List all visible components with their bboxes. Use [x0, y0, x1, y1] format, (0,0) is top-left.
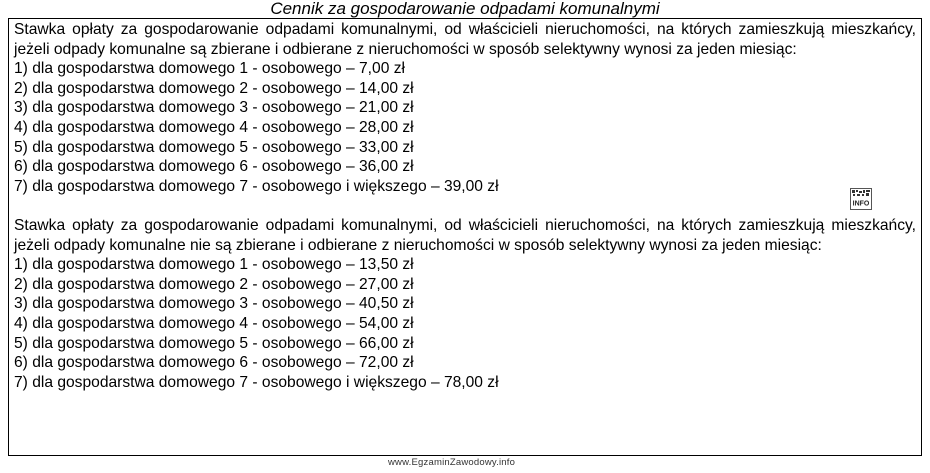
non-selective-rates-list: [14, 255, 916, 392]
price-list-box: [8, 18, 922, 456]
list-item: 4) dla gospodarstwa domowego 4 - osobowego – 54,00 zł: [14, 314, 414, 332]
list-item: 3) dla gospodarstwa domowego 3 - osobowego – 21,00 zł: [14, 99, 414, 117]
list-item: 1) dla gospodarstwa domowego 1 - osobowego – 7,00 zł: [14, 60, 405, 78]
list-item: 6) dla gospodarstwa domowego 6 - osobowego – 36,00 zł: [14, 158, 414, 176]
list-item: 3) dla gospodarstwa domowego 3 - osobowego – 40,50 zł: [14, 295, 414, 313]
section-spacer: [14, 196, 916, 216]
list-item: 7) dla gospodarstwa domowego 7 - osobowego i większego – 39,00 zł: [14, 177, 499, 195]
list-item: 1) dla gospodarstwa domowego 1 - osobowego – 13,50 zł: [14, 256, 414, 274]
list-item: 5) dla gospodarstwa domowego 5 - osobowego – 66,00 zł: [14, 334, 414, 352]
footer-source: www.EgzaminZawodowy.info: [388, 457, 516, 468]
list-item: 7) dla gospodarstwa domowego 7 - osobowego i większego – 78,00 zł: [14, 373, 499, 391]
selective-intro: Stawka opłaty za gospodarowanie odpadami komunalnymi, od właścicieli nieruchomości, na których zamieszkują mieszkańcy, jeżeli odpady komunalne są zbierane i odbierane z nieruchomości w sposób selektywny wynosi za jeden miesiąc:: [14, 21, 916, 58]
non-selective-intro: Stawka opłaty za gospodarowanie odpadami komunalnymi, od właścicieli nieruchomości, na których zamieszkują mieszkańcy, jeżeli odpady komunalne nie są zbierane i odbierane z nieruchomości w sposób selektywny wynosi za jeden miesiąc:: [14, 216, 916, 254]
list-item: 2) dla gospodarstwa domowego 2 - osobowego – 14,00 zł: [14, 79, 414, 97]
info-icon-label: INFO: [852, 200, 870, 208]
selective-rates-list: [14, 59, 916, 196]
info-icon: [850, 188, 872, 210]
list-item: 4) dla gospodarstwa domowego 4 - osobowego – 28,00 zł: [14, 118, 414, 136]
list-item: 6) dla gospodarstwa domowego 6 - osobowego – 72,00 zł: [14, 354, 414, 372]
page-title: Cennik za gospodarowanie odpadami komunalnymi: [270, 0, 660, 18]
list-item: 2) dla gospodarstwa domowego 2 - osobowego – 27,00 zł: [14, 275, 414, 293]
list-item: 5) dla gospodarstwa domowego 5 - osobowego – 33,00 zł: [14, 138, 414, 156]
